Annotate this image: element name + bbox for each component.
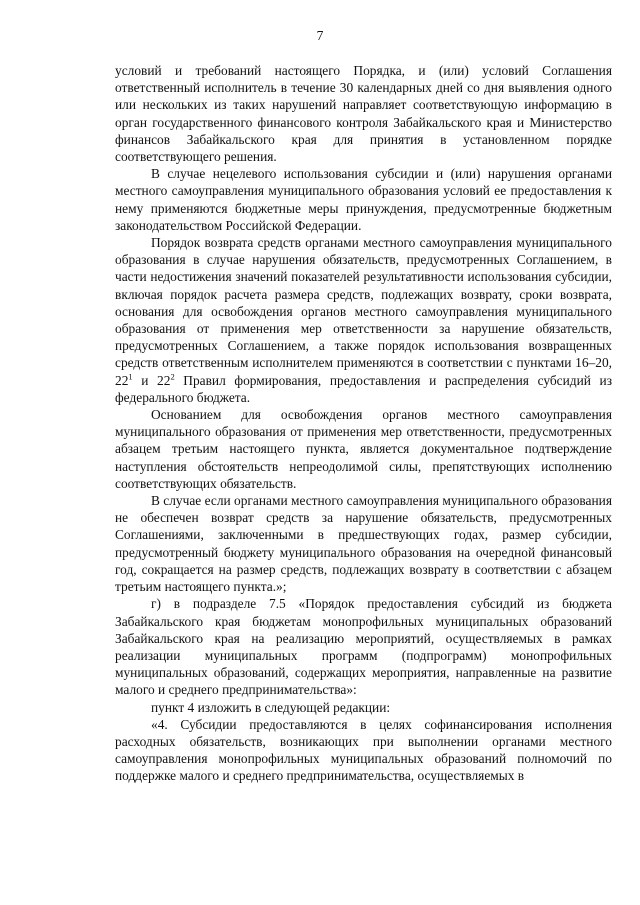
document-body <box>115 62 612 785</box>
paragraph-3-text: Порядок возврата средств органами местного самоуправления муниципального образования в случае нарушения обязательств, предусмотренных Соглашением, в части недостижения значений показателей результативности использования субсидии, включая порядок расчета размера средств, подлежащих возврату, сроки возврата, основания для освобождения органов местного самоуправления муниципального образования от применения мер ответственности за нарушение обязательств, предусмотренных Соглашением, а также порядок использования возвращенных средств ответственным исполнителем применяются в соответствии с пунктами 16–20, 22 <box>115 235 612 388</box>
paragraph-4: Основанием для освобождения органов местного самоуправления муниципального образования от применения мер ответственности, предусмотренных абзацем третьим настоящего пункта, является документальное подтверждение наступления обстоятельств непреодолимой силы, препятствующих исполнению соответствующих обязательств. <box>115 407 612 491</box>
paragraph-5: В случае если органами местного самоуправления муниципального образования не обеспечен возврат средств за нарушение обязательств, предусмотренных Соглашениями, заключенными в предшествующих годах, размер субсидии, предусмотренный бюджету муниципального образования на очередной финансовый год, сокращается на размер средств, подлежащих возврату в соответствии с абзацем третьим настоящего пункта.»; <box>115 493 612 595</box>
paragraph-8: «4. Субсидии предоставляются в целях софинансирования исполнения расходных обязательств, возникающих при выполнении органами местного самоуправления монопрофильных муниципальных образований полномочий по поддержке малого и среднего предпринимательства, осуществляемых в <box>115 716 612 784</box>
paragraph-7: пункт 4 изложить в следующей редакции: <box>151 699 391 715</box>
paragraph-3 <box>115 234 612 406</box>
superscript-2: 2 <box>170 371 175 382</box>
paragraph-2: В случае нецелевого использования субсидии и (или) нарушения органами местного самоуправления муниципального образования условий ее предоставления к нему применяются бюджетные меры принуждения, предусмотренные бюджетным законодательством Российской Федерации. <box>115 166 612 233</box>
paragraph-3-tail: Правил формирования, предоставления и распределения субсидий из федерального бюджета. <box>115 372 612 405</box>
paragraph-3-mid: и 22 <box>132 372 171 388</box>
paragraph-1: условий и требований настоящего Порядка, и (или) условий Соглашения ответственный исполнитель в течение 30 календарных дней со дня выявления одного или нескольких из таких нарушений направляет соответствующую информацию в орган государственного финансового контроля Забайкальского края и Министерство финансов Забайкальского края для принятия в установленном порядке соответствующего решения. <box>115 63 612 165</box>
page-number: 7 <box>316 28 324 43</box>
superscript-1: 1 <box>128 371 133 382</box>
paragraph-6: г) в подразделе 7.5 «Порядок предоставления субсидий из бюджета Забайкальского края бюджетам монопрофильных муниципальных образований Забайкальского края на реализацию мероприятий, осуществляемых в рамках реализации муниципальных программ (подпрограмм) монопрофильных муниципальных образований, содержащих мероприятия, направленные на развитие малого и среднего предпринимательства»: <box>115 596 612 698</box>
